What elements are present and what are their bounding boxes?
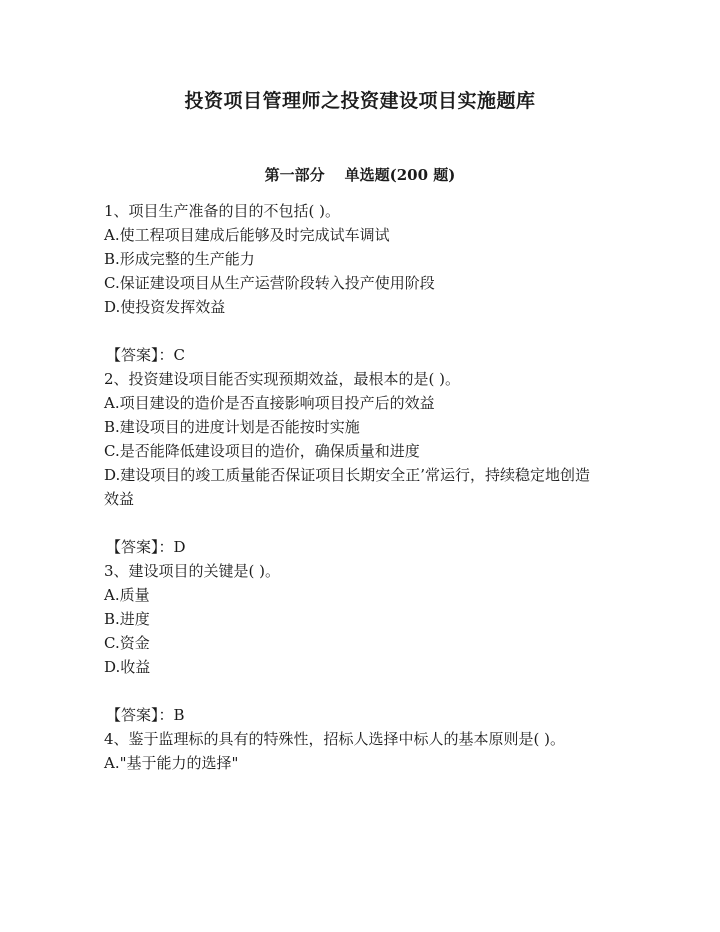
- option-a: A."基于能力的选择": [104, 754, 239, 772]
- option-a: A.使工程项目建成后能够及时完成试车调试: [104, 226, 390, 244]
- section-heading: [0, 164, 720, 185]
- question-list: [104, 199, 624, 775]
- option-b: B.形成完整的生产能力: [104, 250, 255, 268]
- question-3: [104, 559, 624, 727]
- question-2: [104, 367, 624, 559]
- answer-label: 【答案】：D: [106, 538, 186, 556]
- option-d: D.使投资发挥效益: [104, 298, 226, 316]
- option-a: A.质量: [104, 586, 150, 604]
- question-stem: 4、鉴于监理标的具有的特殊性，招标人选择中标人的基本原则是( )。: [104, 730, 566, 748]
- question-4: [104, 727, 624, 775]
- section-name: 第一部分: [264, 166, 325, 184]
- document-title: 投资项目管理师之投资建设项目实施题库: [184, 90, 536, 112]
- answer-label: 【答案】：C: [106, 346, 185, 364]
- section-subtitle: 单选题(200 题): [344, 166, 456, 184]
- option-d: D.收益: [104, 658, 151, 676]
- question-stem: 2、投资建设项目能否实现预期效益，最根本的是( )。: [104, 370, 461, 388]
- option-a: A.项目建设的造价是否直接影响项目投产后的效益: [104, 394, 435, 412]
- option-c: C.资金: [104, 634, 150, 652]
- answer-label: 【答案】：B: [106, 706, 185, 724]
- option-b: B.建设项目的进度计划是否能按时实施: [104, 418, 360, 436]
- option-c: C.保证建设项目从生产运营阶段转入投产使用阶段: [104, 274, 435, 292]
- option-c: C.是否能降低建设项目的造价，确保质量和进度: [104, 442, 420, 460]
- option-b: B.进度: [104, 610, 150, 628]
- question-stem: 3、建设项目的关键是( )。: [104, 562, 281, 580]
- question-stem: 1、项目生产准备的目的不包括( )。: [104, 202, 341, 220]
- option-d: D.建设项目的竣工质量能否保证项目长期安全正’常运行，持续稳定地创造效益: [104, 466, 591, 508]
- question-1: [104, 199, 624, 367]
